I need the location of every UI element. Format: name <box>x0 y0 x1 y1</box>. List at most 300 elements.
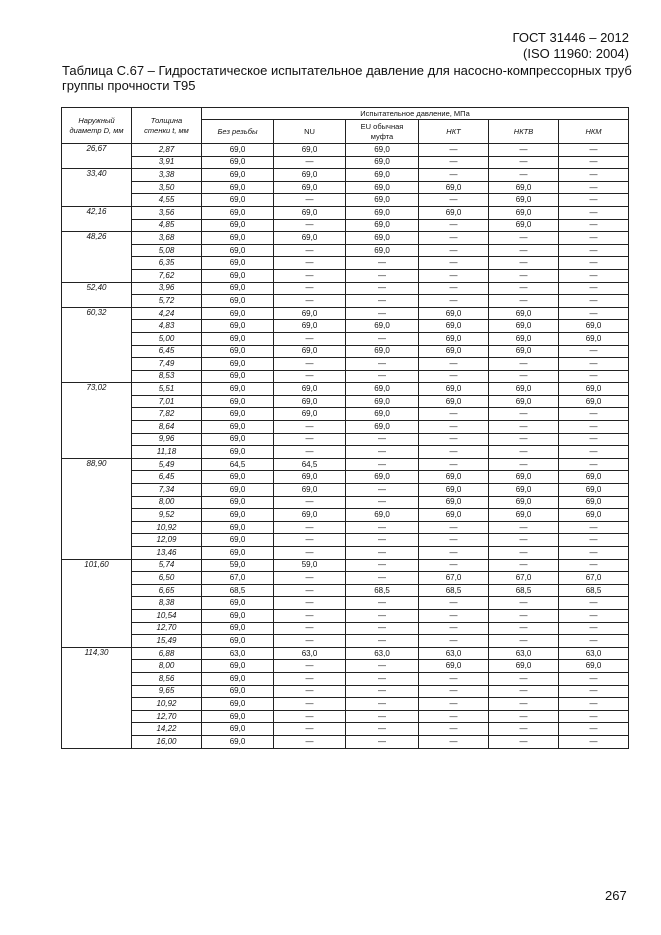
pressure-cell: — <box>274 685 346 698</box>
table-row <box>62 345 629 358</box>
table-row <box>62 685 629 698</box>
table-row <box>62 559 629 572</box>
pressure-cell: — <box>419 156 489 169</box>
pressure-cell: — <box>559 206 629 219</box>
document-header <box>513 30 629 62</box>
pressure-cell: 69,0 <box>489 345 559 358</box>
header-thickness: Толщина стенки t, мм <box>132 108 202 144</box>
table-row <box>62 471 629 484</box>
table-body <box>62 144 629 749</box>
pressure-cell: — <box>559 597 629 610</box>
thickness-cell: 3,68 <box>132 232 202 245</box>
pressure-cell: 67,0 <box>419 572 489 585</box>
pressure-cell: — <box>419 433 489 446</box>
pressure-cell: — <box>419 698 489 711</box>
pressure-cell: 69,0 <box>202 521 274 534</box>
pressure-cell: 69,0 <box>346 181 419 194</box>
table-row <box>62 584 629 597</box>
diameter-cell: 26,67 <box>62 144 132 169</box>
pressure-cell: 69,0 <box>202 345 274 358</box>
pressure-cell: 69,0 <box>489 484 559 497</box>
pressure-cell: 69,0 <box>202 597 274 610</box>
thickness-cell: 6,65 <box>132 584 202 597</box>
pressure-cell: — <box>274 584 346 597</box>
pressure-cell: — <box>559 458 629 471</box>
pressure-cell: 69,0 <box>274 320 346 333</box>
pressure-cell: — <box>419 169 489 182</box>
pressure-cell: — <box>419 521 489 534</box>
pressure-cell: — <box>346 609 419 622</box>
diameter-cell: 42,16 <box>62 206 132 231</box>
pressure-cell: — <box>346 622 419 635</box>
pressure-cell: — <box>559 307 629 320</box>
pressure-cell: 69,0 <box>274 383 346 396</box>
thickness-cell: 6,35 <box>132 257 202 270</box>
pressure-cell: 69,0 <box>346 206 419 219</box>
pressure-cell: — <box>346 723 419 736</box>
table-row <box>62 219 629 232</box>
pressure-cell: 69,0 <box>346 509 419 522</box>
pressure-cell: 69,0 <box>346 383 419 396</box>
pressure-cell: — <box>274 521 346 534</box>
pressure-cell: — <box>346 370 419 383</box>
pressure-cell: 59,0 <box>274 559 346 572</box>
pressure-cell: — <box>489 635 559 648</box>
header-plain-end: Без резьбы <box>202 120 274 144</box>
table-row <box>62 408 629 421</box>
pressure-cell: — <box>419 672 489 685</box>
pressure-cell: — <box>346 547 419 560</box>
thickness-cell: 5,72 <box>132 295 202 308</box>
table-row <box>62 509 629 522</box>
pressure-cell: 69,0 <box>202 244 274 257</box>
pressure-cell: — <box>346 295 419 308</box>
diameter-cell: 114,30 <box>62 647 132 748</box>
table-row <box>62 358 629 371</box>
pressure-cell: 69,0 <box>489 471 559 484</box>
pressure-cell: 69,0 <box>559 471 629 484</box>
pressure-cell: — <box>346 269 419 282</box>
pressure-cell: 67,0 <box>489 572 559 585</box>
thickness-cell: 5,49 <box>132 458 202 471</box>
pressure-cell: — <box>274 244 346 257</box>
thickness-cell: 9,96 <box>132 433 202 446</box>
diameter-cell: 88,90 <box>62 458 132 559</box>
pressure-cell: — <box>346 484 419 497</box>
pressure-cell: — <box>346 282 419 295</box>
pressure-cell: — <box>559 269 629 282</box>
pressure-cell: — <box>559 282 629 295</box>
pressure-cell: — <box>274 572 346 585</box>
table-row <box>62 421 629 434</box>
pressure-cell: — <box>419 685 489 698</box>
table-row <box>62 395 629 408</box>
pressure-cell: 69,0 <box>202 710 274 723</box>
pressure-cell: 68,5 <box>489 584 559 597</box>
thickness-cell: 10,92 <box>132 698 202 711</box>
pressure-cell: — <box>489 735 559 748</box>
pressure-cell: 69,0 <box>346 219 419 232</box>
pressure-cell: 69,0 <box>559 660 629 673</box>
pressure-cell: 69,0 <box>274 345 346 358</box>
pressure-cell: — <box>489 156 559 169</box>
pressure-cell: 69,0 <box>489 219 559 232</box>
pressure-table <box>61 107 629 749</box>
pressure-cell: 69,0 <box>202 383 274 396</box>
pressure-cell: 69,0 <box>202 169 274 182</box>
pressure-cell: 69,0 <box>274 307 346 320</box>
pressure-cell: — <box>559 169 629 182</box>
pressure-cell: 69,0 <box>346 421 419 434</box>
table-title: Таблица С.67 – Гидростатическое испытательное давление для насосно-компрессорных труб группы прочности Т95 <box>62 63 632 93</box>
pressure-cell: — <box>489 698 559 711</box>
pressure-cell: 69,0 <box>559 332 629 345</box>
pressure-cell: — <box>274 698 346 711</box>
pressure-cell: — <box>274 370 346 383</box>
pressure-cell: 69,0 <box>202 635 274 648</box>
pressure-cell: — <box>346 446 419 459</box>
pressure-cell: — <box>489 282 559 295</box>
thickness-cell: 5,74 <box>132 559 202 572</box>
pressure-cell: — <box>489 622 559 635</box>
pressure-cell: 69,0 <box>202 370 274 383</box>
pressure-cell: 69,0 <box>419 206 489 219</box>
thickness-cell: 10,92 <box>132 521 202 534</box>
pressure-cell: 69,0 <box>202 698 274 711</box>
pressure-cell: 69,0 <box>202 194 274 207</box>
thickness-cell: 10,54 <box>132 609 202 622</box>
header-nu: NU <box>274 120 346 144</box>
pressure-cell: — <box>346 332 419 345</box>
pressure-cell: — <box>346 660 419 673</box>
pressure-cell: 68,5 <box>202 584 274 597</box>
pressure-cell: — <box>559 735 629 748</box>
pressure-cell: 69,0 <box>202 534 274 547</box>
pressure-cell: 69,0 <box>559 509 629 522</box>
pressure-cell: — <box>274 358 346 371</box>
pressure-cell: 69,0 <box>202 408 274 421</box>
pressure-cell: — <box>489 408 559 421</box>
pressure-cell: — <box>346 672 419 685</box>
pressure-cell: — <box>559 244 629 257</box>
pressure-cell: — <box>559 257 629 270</box>
pressure-cell: 69,0 <box>489 206 559 219</box>
pressure-cell: 69,0 <box>202 509 274 522</box>
pressure-cell: 69,0 <box>202 433 274 446</box>
diameter-cell: 101,60 <box>62 559 132 647</box>
pressure-cell: 69,0 <box>202 685 274 698</box>
pressure-cell: — <box>419 219 489 232</box>
pressure-cell: 69,0 <box>202 269 274 282</box>
pressure-cell: — <box>419 269 489 282</box>
pressure-cell: 69,0 <box>274 471 346 484</box>
pressure-cell: — <box>419 257 489 270</box>
page-number: 267 <box>605 888 627 903</box>
pressure-cell: — <box>419 244 489 257</box>
pressure-cell: — <box>419 144 489 157</box>
table-row <box>62 181 629 194</box>
table-row <box>62 723 629 736</box>
pressure-cell: — <box>419 622 489 635</box>
table-row <box>62 672 629 685</box>
pressure-cell: — <box>419 559 489 572</box>
pressure-cell: — <box>559 609 629 622</box>
thickness-cell: 5,00 <box>132 332 202 345</box>
pressure-cell: — <box>489 723 559 736</box>
pressure-cell: — <box>489 446 559 459</box>
pressure-cell: — <box>274 597 346 610</box>
pressure-cell: 69,0 <box>202 181 274 194</box>
thickness-cell: 12,09 <box>132 534 202 547</box>
diameter-cell: 48,26 <box>62 232 132 282</box>
thickness-cell: 7,49 <box>132 358 202 371</box>
pressure-cell: 69,0 <box>274 169 346 182</box>
pressure-cell: 69,0 <box>419 471 489 484</box>
pressure-cell: — <box>559 698 629 711</box>
pressure-cell: — <box>489 232 559 245</box>
pressure-cell: 69,0 <box>419 320 489 333</box>
pressure-cell: — <box>559 194 629 207</box>
pressure-cell: — <box>489 169 559 182</box>
pressure-cell: 69,0 <box>202 471 274 484</box>
pressure-cell: — <box>274 282 346 295</box>
table-row <box>62 433 629 446</box>
thickness-cell: 8,38 <box>132 597 202 610</box>
pressure-cell: — <box>559 446 629 459</box>
pressure-cell: 69,0 <box>202 219 274 232</box>
table-row <box>62 622 629 635</box>
pressure-cell: — <box>559 710 629 723</box>
table-row <box>62 307 629 320</box>
pressure-cell: — <box>489 269 559 282</box>
table-row <box>62 647 629 660</box>
pressure-cell: 69,0 <box>419 383 489 396</box>
pressure-cell: — <box>559 181 629 194</box>
pressure-cell: 69,0 <box>346 232 419 245</box>
pressure-cell: — <box>559 295 629 308</box>
pressure-cell: — <box>274 672 346 685</box>
pressure-cell: — <box>489 534 559 547</box>
pressure-cell: — <box>489 144 559 157</box>
pressure-cell: — <box>419 194 489 207</box>
pressure-cell: — <box>419 710 489 723</box>
pressure-cell: — <box>274 622 346 635</box>
pressure-cell: 69,0 <box>346 194 419 207</box>
pressure-cell: 69,0 <box>202 622 274 635</box>
pressure-cell: 69,0 <box>202 547 274 560</box>
table-row <box>62 169 629 182</box>
pressure-cell: — <box>559 622 629 635</box>
pressure-cell: — <box>274 421 346 434</box>
pressure-cell: — <box>559 635 629 648</box>
thickness-cell: 6,88 <box>132 647 202 660</box>
pressure-cell: 69,0 <box>346 156 419 169</box>
pressure-cell: — <box>419 547 489 560</box>
pressure-cell: 69,0 <box>202 282 274 295</box>
table-row <box>62 156 629 169</box>
table-row <box>62 572 629 585</box>
pressure-cell: 69,0 <box>202 206 274 219</box>
table-row <box>62 484 629 497</box>
pressure-cell: 63,0 <box>202 647 274 660</box>
pressure-cell: — <box>274 295 346 308</box>
thickness-cell: 12,70 <box>132 622 202 635</box>
pressure-cell: 69,0 <box>274 206 346 219</box>
thickness-cell: 4,55 <box>132 194 202 207</box>
pressure-cell: 69,0 <box>419 332 489 345</box>
thickness-cell: 3,56 <box>132 206 202 219</box>
pressure-cell: 69,0 <box>489 332 559 345</box>
pressure-cell: — <box>559 232 629 245</box>
header-nkt: НКТ <box>419 120 489 144</box>
pressure-cell: 67,0 <box>559 572 629 585</box>
thickness-cell: 12,70 <box>132 710 202 723</box>
thickness-cell: 8,64 <box>132 421 202 434</box>
pressure-cell: — <box>559 559 629 572</box>
table-row <box>62 660 629 673</box>
pressure-cell: 69,0 <box>202 358 274 371</box>
pressure-cell: — <box>274 219 346 232</box>
thickness-cell: 6,45 <box>132 471 202 484</box>
pressure-cell: 69,0 <box>202 660 274 673</box>
pressure-cell: — <box>489 609 559 622</box>
pressure-cell: 69,0 <box>489 307 559 320</box>
pressure-cell: 69,0 <box>489 320 559 333</box>
pressure-cell: 69,0 <box>274 484 346 497</box>
pressure-cell: — <box>346 572 419 585</box>
pressure-cell: 69,0 <box>419 496 489 509</box>
pressure-cell: — <box>274 269 346 282</box>
pressure-cell: — <box>559 358 629 371</box>
table-row <box>62 244 629 257</box>
table-row <box>62 521 629 534</box>
pressure-cell: 69,0 <box>202 672 274 685</box>
pressure-cell: — <box>489 433 559 446</box>
header-diameter: Наружный диаметр D, мм <box>62 108 132 144</box>
thickness-cell: 4,83 <box>132 320 202 333</box>
pressure-cell: — <box>346 257 419 270</box>
pressure-cell: — <box>274 660 346 673</box>
table-row <box>62 458 629 471</box>
pressure-cell: 69,0 <box>202 395 274 408</box>
header-test-pressure: Испытательное давление, МПа <box>202 108 629 120</box>
pressure-cell: — <box>346 521 419 534</box>
pressure-cell: 69,0 <box>202 307 274 320</box>
pressure-cell: — <box>274 534 346 547</box>
pressure-cell: 69,0 <box>274 181 346 194</box>
thickness-cell: 9,52 <box>132 509 202 522</box>
thickness-cell: 3,96 <box>132 282 202 295</box>
pressure-cell: 69,0 <box>346 144 419 157</box>
pressure-cell: 69,0 <box>346 244 419 257</box>
pressure-cell: — <box>489 257 559 270</box>
pressure-cell: — <box>559 421 629 434</box>
pressure-cell: — <box>346 685 419 698</box>
pressure-cell: 69,0 <box>202 496 274 509</box>
pressure-cell: — <box>419 408 489 421</box>
pressure-cell: 69,0 <box>274 509 346 522</box>
pressure-cell: — <box>489 358 559 371</box>
pressure-cell: 69,0 <box>419 509 489 522</box>
pressure-cell: — <box>559 723 629 736</box>
thickness-cell: 2,87 <box>132 144 202 157</box>
pressure-cell: 68,5 <box>559 584 629 597</box>
table-row <box>62 609 629 622</box>
pressure-cell: — <box>559 156 629 169</box>
pressure-cell: — <box>274 710 346 723</box>
table-row <box>62 257 629 270</box>
pressure-cell: — <box>419 609 489 622</box>
thickness-cell: 9,65 <box>132 685 202 698</box>
pressure-cell: — <box>489 295 559 308</box>
pressure-cell: 69,0 <box>489 181 559 194</box>
thickness-cell: 8,00 <box>132 496 202 509</box>
pressure-cell: 69,0 <box>202 257 274 270</box>
diameter-cell: 33,40 <box>62 169 132 207</box>
pressure-cell: — <box>346 635 419 648</box>
thickness-cell: 5,08 <box>132 244 202 257</box>
table-row <box>62 332 629 345</box>
thickness-cell: 4,85 <box>132 219 202 232</box>
pressure-cell: — <box>559 144 629 157</box>
table-row <box>62 370 629 383</box>
pressure-cell: 69,0 <box>202 609 274 622</box>
table-row <box>62 232 629 245</box>
pressure-cell: — <box>419 534 489 547</box>
pressure-cell: 69,0 <box>419 395 489 408</box>
pressure-cell: — <box>346 433 419 446</box>
table-row <box>62 206 629 219</box>
pressure-cell: — <box>559 685 629 698</box>
pressure-cell: — <box>489 547 559 560</box>
table-row <box>62 295 629 308</box>
pressure-cell: 64,5 <box>274 458 346 471</box>
thickness-cell: 3,38 <box>132 169 202 182</box>
pressure-cell: 69,0 <box>346 395 419 408</box>
header-nktv: НКТВ <box>489 120 559 144</box>
pressure-cell: — <box>274 496 346 509</box>
pressure-cell: 69,0 <box>489 509 559 522</box>
thickness-cell: 8,53 <box>132 370 202 383</box>
pressure-cell: 69,0 <box>274 232 346 245</box>
pressure-cell: — <box>346 307 419 320</box>
thickness-cell: 7,82 <box>132 408 202 421</box>
pressure-cell: 69,0 <box>202 156 274 169</box>
thickness-cell: 5,51 <box>132 383 202 396</box>
pressure-cell: — <box>346 358 419 371</box>
pressure-cell: — <box>559 433 629 446</box>
pressure-cell: — <box>559 219 629 232</box>
thickness-cell: 13,46 <box>132 547 202 560</box>
thickness-cell: 6,45 <box>132 345 202 358</box>
table-row <box>62 597 629 610</box>
pressure-cell: 63,0 <box>559 647 629 660</box>
pressure-cell: — <box>559 547 629 560</box>
thickness-cell: 7,62 <box>132 269 202 282</box>
diameter-cell: 60,32 <box>62 307 132 383</box>
pressure-cell: 67,0 <box>202 572 274 585</box>
pressure-cell: 69,0 <box>559 496 629 509</box>
thickness-cell: 6,50 <box>132 572 202 585</box>
pressure-cell: 69,0 <box>202 446 274 459</box>
pressure-cell: 69,0 <box>489 395 559 408</box>
pressure-cell: — <box>274 635 346 648</box>
pressure-cell: 68,5 <box>419 584 489 597</box>
pressure-cell: — <box>419 597 489 610</box>
thickness-cell: 15,49 <box>132 635 202 648</box>
pressure-cell: 69,0 <box>346 471 419 484</box>
pressure-cell: 69,0 <box>559 395 629 408</box>
